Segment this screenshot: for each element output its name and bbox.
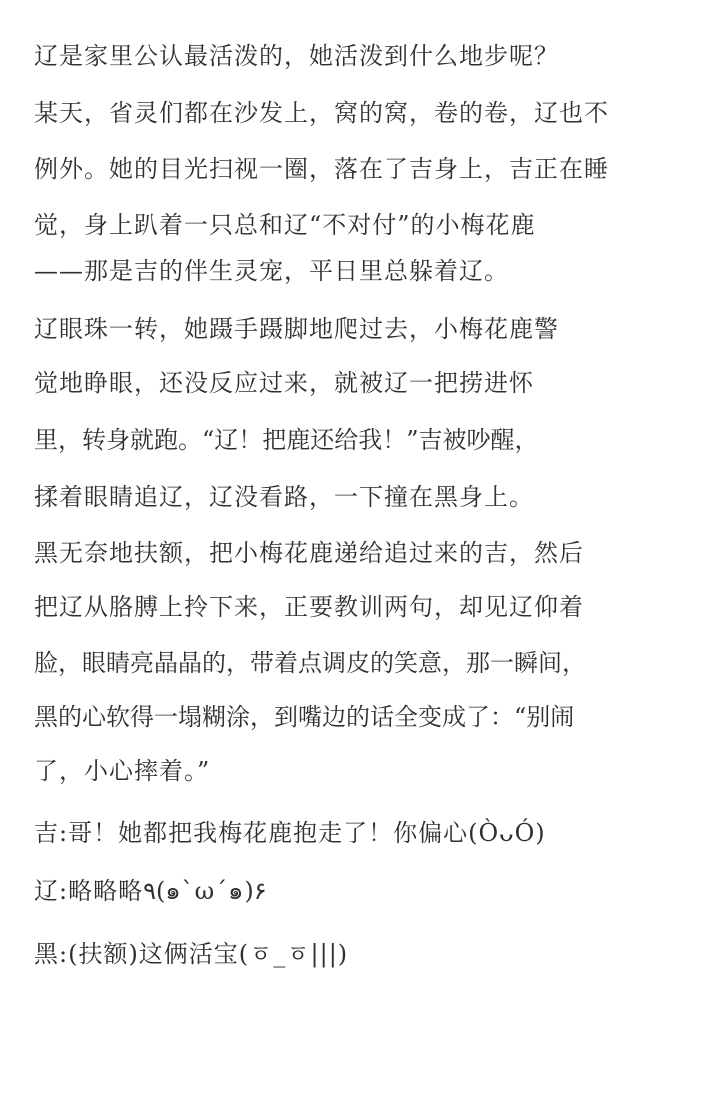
- text-line-14: 了，小心摔着。”: [34, 757, 211, 785]
- dialogue-line-ji: 吉:哥！她都把我梅花鹿抱走了！你偏心(ÒᴗÓ): [34, 819, 546, 847]
- text-line-1: 辽是家里公认最活泼的，她活泼到什么地步呢？: [34, 42, 559, 70]
- text-line-6: 辽眼珠一转，她蹑手蹑脚地爬过去，小梅花鹿警: [34, 315, 559, 343]
- text-line-11: 把辽从胳膊上拎下来，正要教训两句，却见辽仰着: [34, 593, 584, 621]
- text-line-5: ——那是吉的伴生灵宠，平日里总躲着辽。: [34, 257, 509, 285]
- text-line-3: 例外。她的目光扫视一圈，落在了吉身上，吉正在睡: [34, 155, 609, 183]
- text-line-8: 里，转身就跑。“辽！把鹿还给我！”吉被吵醒，: [34, 426, 539, 454]
- text-line-9: 揉着眼睛追辽，辽没看路，一下撞在黑身上。: [34, 483, 534, 511]
- text-line-2: 某天，省灵们都在沙发上，窝的窝，卷的卷，辽也不: [34, 99, 609, 127]
- dialogue-line-liao: 辽:略略略٩(๑`ω´๑)۶: [34, 877, 267, 905]
- text-line-4: 觉，身上趴着一只总和辽“不对付”的小梅花鹿: [34, 211, 536, 239]
- text-line-13: 黑的心软得一塌糊涂，到嘴边的话全变成了：“别闹: [34, 703, 575, 731]
- text-line-10: 黑无奈地扶额，把小梅花鹿递给追过来的吉，然后: [34, 539, 584, 567]
- text-line-12: 脸，眼睛亮晶晶的，带着点调皮的笑意，那一瞬间，: [34, 649, 586, 677]
- text-line-7: 觉地睁眼，还没反应过来，就被辽一把捞进怀: [34, 369, 534, 397]
- dialogue-line-hei: 黑:(扶额)这俩活宝(ㆆ_ㆆ|||): [34, 940, 349, 968]
